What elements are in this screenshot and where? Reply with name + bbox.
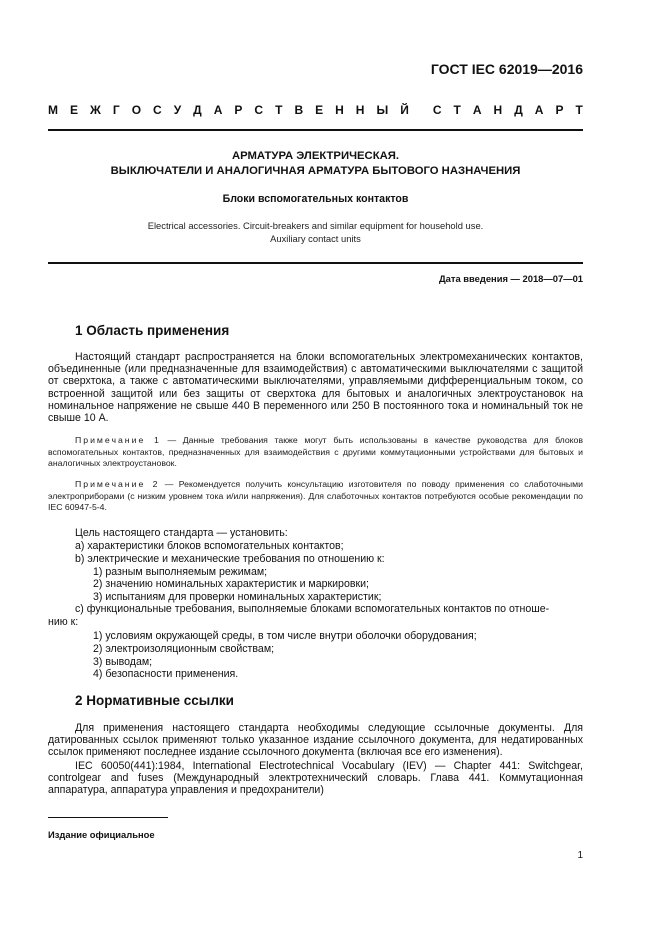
banner-letter: Р: [555, 103, 564, 117]
english-title-line-1: Electrical accessories. Circuit-breakers and similar equipment for household use.: [147, 220, 484, 231]
banner-letter: О: [131, 103, 142, 117]
note-1: [48, 435, 583, 470]
footer-divider: [48, 817, 168, 818]
banner-letter: Т: [275, 103, 283, 117]
section-2-paragraph-2: IEC 60050(441):1984, International Electrotechnical Vocabulary (IEV) — Chapter 441: Switchgear, controlgear and fuses (Международный электротехнический словарь. Глава 441. Коммутационная аппаратура, аппаратура управления и предохранители): [48, 760, 583, 797]
banner-letter: Д: [514, 103, 523, 117]
list-item-c3: 3) выводам;: [93, 656, 153, 668]
banner-letter: У: [173, 103, 182, 117]
title-divider: [48, 262, 583, 264]
interstate-standard-banner: [48, 103, 583, 117]
standard-number: ГОСТ IEC 62019—2016: [430, 61, 583, 77]
title-line-2: ВЫКЛЮЧАТЕЛИ И АНАЛОГИЧНАЯ АРМАТУРА БЫТОВОГО НАЗНАЧЕНИЯ: [110, 165, 521, 177]
list-item-c: с) функциональные требования, выполняемые блоками вспомогательных контактов по отноше-: [75, 603, 550, 615]
note-2-text: — Рекомендуется получить консультацию изготовителя по поводу применения со слаботочными электроприборами (с низким уровнем тока и/или напряжения). Для слаботочных контактов потребуются особые рекомендации по IEC 60947-5-4.: [48, 479, 583, 513]
page-number: 1: [577, 850, 583, 861]
list-item-b3: 3) испытаниям для проверки номинальных характеристик;: [93, 591, 382, 603]
official-edition-label: Издание официальное: [48, 829, 155, 840]
list-item-c1: 1) условиям окружающей среды, в том числе внутри оболочки оборудования;: [93, 630, 477, 642]
list-item-c-continued: нию к:: [48, 616, 79, 628]
list-item-b1: 1) разным выполняемым режимам;: [93, 566, 268, 578]
banner-letter: Й: [400, 103, 409, 117]
banner-letter: Е: [70, 103, 79, 117]
banner-letter: Н: [493, 103, 503, 117]
header-divider: [48, 129, 583, 131]
list-item-c2: 2) электроизоляционным свойствам;: [93, 643, 275, 655]
banner-letter: Р: [234, 103, 243, 117]
list-item-b2: 2) значению номинальных характеристик и маркировки;: [93, 578, 369, 590]
title-line-1: АРМАТУРА ЭЛЕКТРИЧЕСКАЯ.: [231, 150, 400, 162]
list-item-b: b) электрические и механические требования по отношению к:: [75, 553, 385, 565]
section-2-heading: 2 Нормативные ссылки: [75, 693, 234, 708]
banner-letter: Ы: [376, 103, 389, 117]
banner-letter: Т: [575, 103, 583, 117]
banner-letter: М: [48, 103, 58, 117]
banner-letter: Ж: [90, 103, 101, 117]
english-title-line-2: Auxiliary contact units: [270, 233, 361, 244]
introduction-date: Дата введения — 2018—07—01: [438, 273, 583, 284]
note-1-label: Примечание 1: [75, 435, 161, 445]
banner-letter: С: [153, 103, 162, 117]
banner-letter: А: [472, 103, 482, 117]
banner-letter: Е: [315, 103, 324, 117]
banner-letter: А: [213, 103, 223, 117]
banner-letter: Т: [453, 103, 461, 117]
subtitle: Блоки вспомогательных контактов: [222, 193, 409, 205]
banner-letter: С: [254, 103, 264, 117]
banner-letter: Н: [355, 103, 365, 117]
note-2-label: Примечание 2: [75, 479, 160, 489]
banner-letter: С: [432, 103, 442, 117]
list-item-c4: 4) безопасности применения.: [93, 668, 239, 680]
banner-letter: А: [534, 103, 544, 117]
banner-letter: Н: [335, 103, 344, 117]
list-item-a: а) характеристики блоков вспомогательных контактов;: [75, 540, 344, 552]
note-2: [48, 479, 583, 514]
section-1-heading: 1 Область применения: [75, 323, 230, 338]
purpose-intro: Цель настоящего стандарта — установить:: [75, 527, 288, 539]
section-1-paragraph: Настоящий стандарт распространяется на блоки вспомогательных электромеханических контактов, объединенные (или предназначенные для взаимодействия) с автоматическими выключателями с защитой от сверхтока, а также с автоматическими выключателями, управляемыми дифференциальным током, со встроенной защитой или без защиты от сверхтока для бытовых и аналогичных электроустановок на номинальное напряжение не свыше 440 В переменного или 250 В постоянного тока и номинальный ток не свыше 10 А.: [48, 351, 583, 425]
banner-letter: Г: [112, 103, 120, 117]
note-1-text: — Данные требования также могут быть использованы в качестве руководства для блоков вспомогательных контактов, предназначенных для взаимодействия с другими коммутационными устройствами для бытовых и аналогичных электроустановок.: [48, 435, 583, 469]
banner-letter: Д: [193, 103, 202, 117]
banner-letter: В: [294, 103, 304, 117]
section-2-paragraph-1: Для применения настоящего стандарта необходимы следующие ссылочные документы. Для датированных ссылок применяют только указанное издание ссылочного документа, для недатированных ссылок применяют последнее издание ссылочного документа (включая все его изменения).: [48, 722, 583, 759]
